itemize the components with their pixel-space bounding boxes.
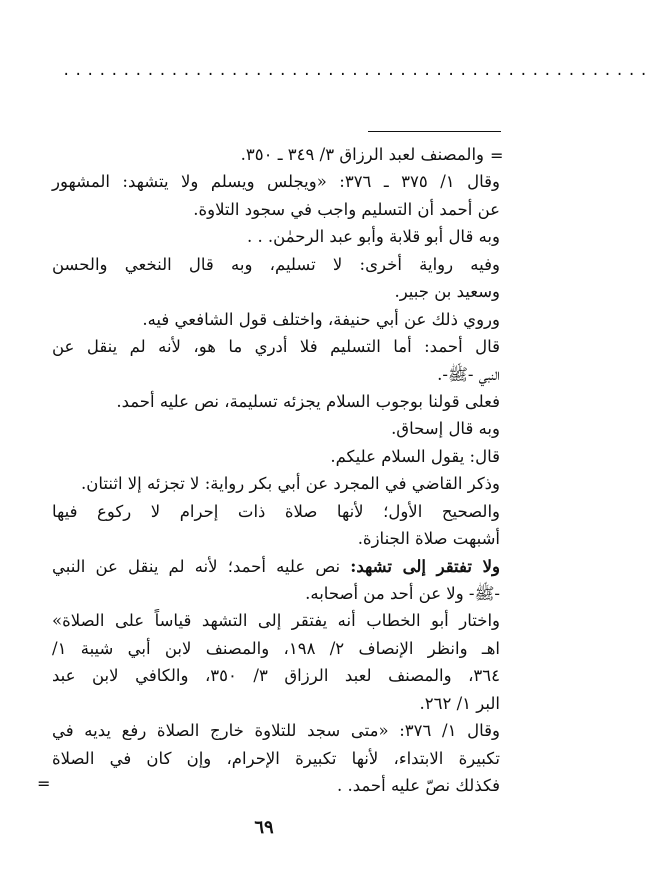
separator-dots: ................................................. [62, 63, 651, 79]
bold-phrase: ولا تفتقر إلى تشهد: [350, 556, 500, 576]
text-line: والصحيح الأول؛ لأنها صلاة ذات إحرام لا ركوع فيها [52, 501, 500, 521]
text-line: وبه قال إسحاق. [391, 419, 500, 439]
footnote-continuation-mark-top: = [490, 146, 504, 165]
text-line: فكذلك نصّ عليه أحمد. . [337, 776, 500, 796]
footnote-continuation-mark-bottom: = [37, 774, 51, 793]
text-line: النبي -ﷺ-. [437, 364, 500, 384]
text-line: تكبيرة الابتداء، لأنها تكبيرة الإحرام، وإن كان في الصلاة [52, 748, 500, 768]
text-line: وبه قال أبو قلابة وأبو عبد الرحمٰن. . . [246, 227, 500, 247]
text-line: عن أحمد أن التسليم واجب في سجود التلاوة. [193, 199, 500, 219]
line-text: نص عليه أحمد؛ لأنه لم ينقل عن النبي [52, 556, 351, 576]
text-line: واختار أبو الخطاب أنه يفتقر إلى التشهد قياساً على الصلاة» [52, 611, 500, 631]
text-line: اهـ وانظر الإنصاف ٢/ ١٩٨، والمصنف لابن أبي شيبة ١/ [52, 638, 500, 658]
footnote-text [52, 141, 500, 800]
text-line: وسعيد بن جبير. [394, 282, 500, 302]
text-line: البر ١/ ٢٦٢. [419, 693, 500, 713]
text-line: وقال ١/ ٣٧٥ ـ ٣٧٦: «ويجلس ويسلم ولا يتشهد: المشهور [52, 172, 500, 192]
text-line: فعلى قولنا بوجوب السلام يجزئه تسليمة، نص عليه أحمد. [116, 391, 500, 411]
text-line: قال أحمد: أما التسليم فلا أدري ما هو، لأنه لم ينقل عن [52, 337, 500, 357]
text-line: وروي ذلك عن أبي حنيفة، واختلف قول الشافعي فيه. [142, 309, 500, 329]
text-line: قال: يقول السلام عليكم. [330, 446, 500, 466]
text-line: -ﷺ- ولا عن أحد من أصحابه. [305, 584, 500, 603]
text-line [52, 553, 500, 580]
text-line: وذكر القاضي في المجرد عن أبي بكر رواية: لا تجزئه إلا اثنتان. [81, 474, 500, 494]
page-number: ٦٩ [254, 817, 274, 838]
footnote-rule [368, 131, 501, 132]
text-line: وفيه رواية أخرى: لا تسليم، وبه قال النخعي والحسن [52, 254, 500, 274]
text-line: أشبهت صلاة الجنازة. [357, 529, 500, 549]
text-line: ٣٦٤، والمصنف لعبد الرزاق ٣/ ٣٥٠، والكافي لابن عبد [52, 666, 500, 686]
text-line: والمصنف لعبد الرزاق ٣/ ٣٤٩ ـ ٣٥٠. [240, 145, 484, 164]
text-line: وقال ١/ ٣٧٦: «متى سجد للتلاوة خارج الصلاة رفع يديه في [52, 721, 500, 741]
